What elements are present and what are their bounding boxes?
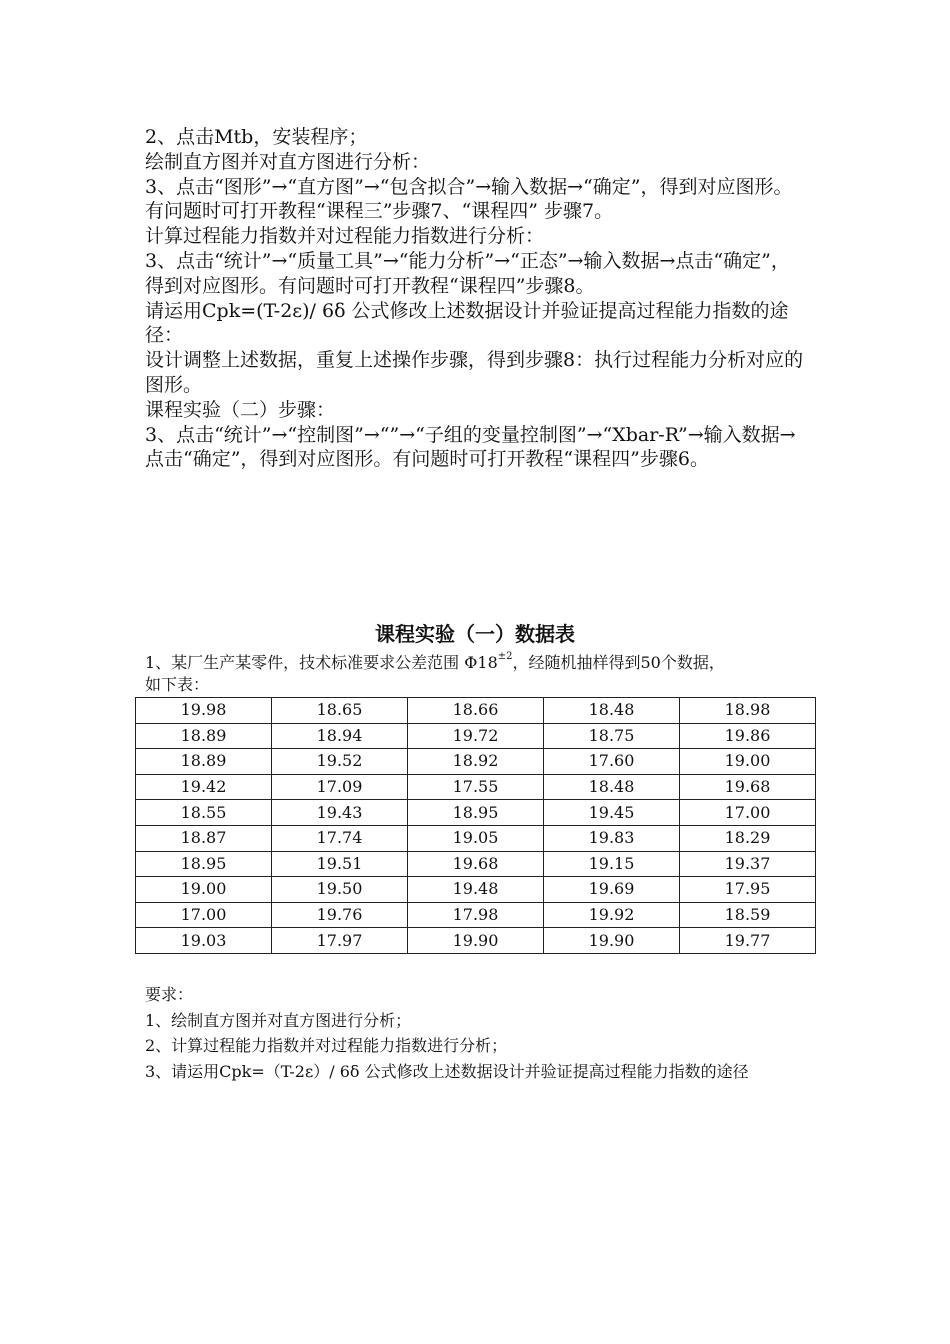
table-cell: 18.89 [136,749,272,775]
table-row [136,698,816,724]
table-cell: 19.05 [408,825,544,851]
requirement-item: 2、计算过程能力指数并对过程能力指数进行分析； [145,1036,508,1056]
table-cell: 17.60 [544,749,680,775]
table-cell: 17.98 [408,902,544,928]
table-cell: 17.55 [408,774,544,800]
table-cell: 18.55 [136,800,272,826]
table-cell: 17.74 [272,825,408,851]
table-row [136,800,816,826]
table-row [136,825,816,851]
table-cell: 17.97 [272,928,408,954]
table-row [136,902,816,928]
table-cell: 18.89 [136,723,272,749]
table-cell: 19.76 [272,902,408,928]
instruction-line: 计算过程能力指数并对过程能力指数进行分析： [145,225,545,248]
table-cell: 17.00 [136,902,272,928]
data-table [135,697,816,954]
table-cell: 19.86 [680,723,816,749]
table-title: 课程实验（一）数据表 [375,622,575,646]
table-cell: 18.29 [680,825,816,851]
table-row [136,774,816,800]
table-cell: 19.72 [408,723,544,749]
table-cell: 19.00 [680,749,816,775]
instruction-line: 3、点击“统计”→“质量工具”→“能力分析”→“正态”→输入数据→点击“确定”， 得到对应图形。有问题时可打开教程“课程四”步骤8。 [145,249,790,297]
requirement-item: 3、请运用Cpk=（T-2ε）/ 6δ 公式修改上述数据设计并验证提高过程能力指数的途径 [145,1061,749,1081]
table-cell: 18.48 [544,774,680,800]
instruction-line: 3、点击“统计”→“控制图”→“”→“子组的变量控制图”→“Xbar-R”→输入数据→点击“确定”，得到对应图形。有问题时可打开教程“课程四”步骤6。 [145,423,796,471]
intro-text: 1、某厂生产某零件，技术标准要求公差范围 Φ18 [145,653,498,672]
table-cell: 19.68 [408,851,544,877]
table-cell: 19.50 [272,877,408,903]
table-cell: 19.90 [408,928,544,954]
table-cell: 19.77 [680,928,816,954]
table-cell: 18.95 [136,851,272,877]
table-cell: 19.69 [544,877,680,903]
table-cell: 19.98 [136,698,272,724]
instruction-line: 2、点击Mtb，安装程序； [145,126,368,148]
table-cell: 17.95 [680,877,816,903]
table-cell: 18.59 [680,902,816,928]
instruction-line: 课程实验（二）步骤： [145,398,336,421]
instruction-line: 请运用Cpk=(T-2ε)/ 6δ 公式修改上述数据设计并验证提高过程能力指数的途径： [145,299,789,347]
table-cell: 18.94 [272,723,408,749]
table-cell: 18.75 [544,723,680,749]
table-cell: 19.68 [680,774,816,800]
data-table-body [136,698,816,954]
table-cell: 19.37 [680,851,816,877]
table-cell: 19.03 [136,928,272,954]
table-row [136,749,816,775]
table-cell: 19.92 [544,902,680,928]
table-intro [145,652,810,696]
table-cell: 19.45 [544,800,680,826]
table-cell: 19.43 [272,800,408,826]
table-cell: 18.98 [680,698,816,724]
table-cell: 19.42 [136,774,272,800]
table-cell: 19.52 [272,749,408,775]
tolerance-superscript: ±2 [497,651,513,662]
table-cell: 19.90 [544,928,680,954]
table-cell: 17.00 [680,800,816,826]
intro-text-cont: ，经随机抽样得到50个数据， [512,653,725,672]
intro-line [145,652,810,674]
requirements-heading: 要求： [145,985,194,1004]
table-cell: 19.15 [544,851,680,877]
table-cell: 18.66 [408,698,544,724]
requirement-item: 1、绘制直方图并对直方图进行分析； [145,1010,412,1030]
instruction-line: 设计调整上述数据，重复上述操作步骤，得到步骤8：执行过程能力分析对应的图形。 [145,349,804,396]
table-cell: 17.09 [272,774,408,800]
table-cell: 19.51 [272,851,408,877]
table-row [136,928,816,954]
table-cell: 19.00 [136,877,272,903]
table-row [136,877,816,903]
instruction-line: 绘制直方图并对直方图进行分析： [145,150,431,173]
table-cell: 18.65 [272,698,408,724]
intro-line-2: 如下表： [145,675,210,694]
table-cell: 18.87 [136,825,272,851]
table-row [136,851,816,877]
instruction-section [145,125,810,472]
table-cell: 19.83 [544,825,680,851]
table-cell: 18.48 [544,698,680,724]
table-cell: 18.95 [408,800,544,826]
table-cell: 19.48 [408,877,544,903]
requirements-section [145,982,810,1084]
table-cell: 18.92 [408,749,544,775]
instruction-line: 3、点击“图形”→“直方图”→“包含拟合”→输入数据→“确定”，得到对应图形。有问题时可打开教程“课程三”步骤7、“课程四” 步骤7。 [145,175,793,223]
table-row [136,723,816,749]
